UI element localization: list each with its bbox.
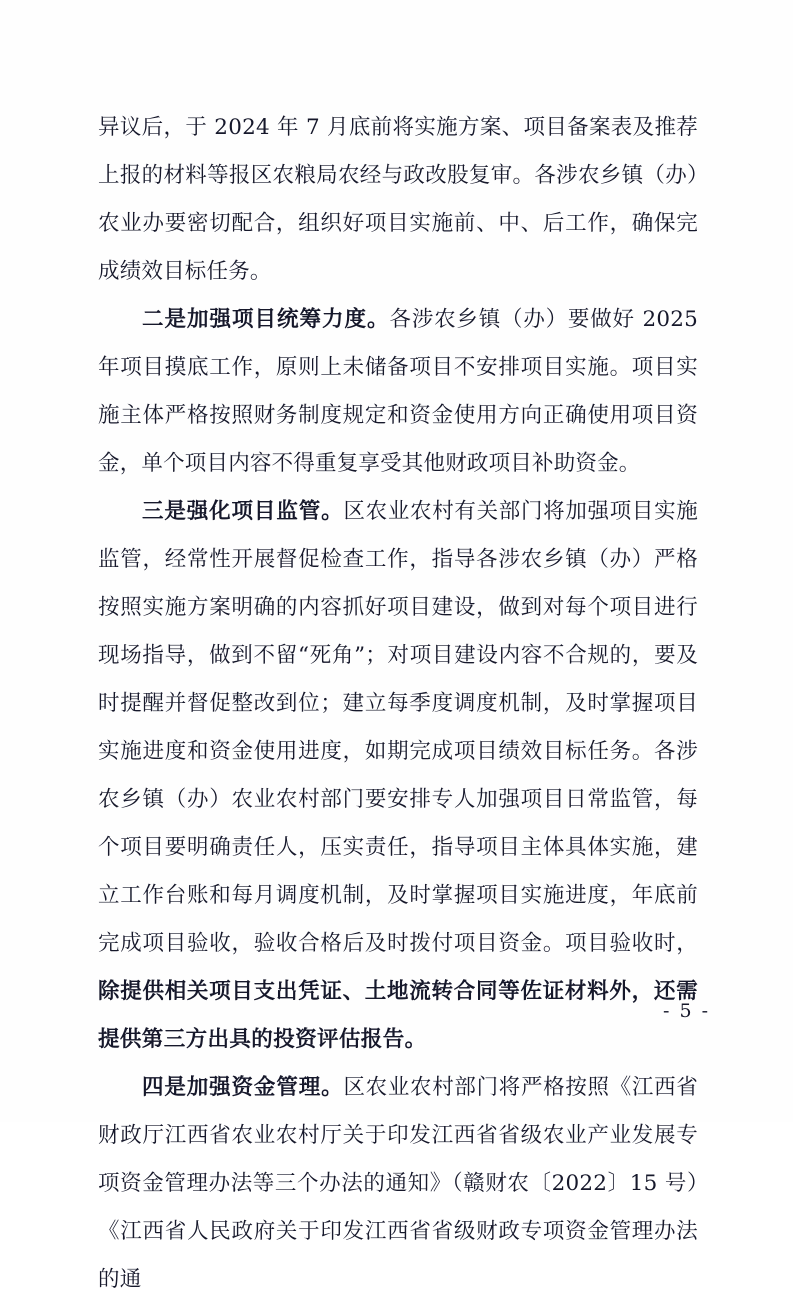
- paragraph-4: [98, 1064, 698, 1304]
- para-4-run-2: 区农业农村部门将严格按照《江西省财政厅江西省农业农村厅关于印发江西省省级农业产业发展专项资金管理办法等三个办法的通知》（赣财农〔2022〕15 号）《江西省人民政府关于印发江西省省级财政专项资金管理办法的通: [98, 1075, 698, 1292]
- page-footer: [0, 1000, 793, 1022]
- para-3-run-2: 区农业农村有关部门将加强项目实施监管，经常性开展督促检查工作，指导各涉农乡镇（办）严格按照实施方案明确的内容抓好项目建设，做到对每个项目进行现场指导，做到不留“死角”；对项目建设内容不合规的，要及时提醒并督促整改到位；建立每季度调度机制，及时掌握项目实施进度和资金使用进度，如期完成项目绩效目标任务。各涉农乡镇（办）农业农村部门要安排专人加强项目日常监管，每个项目要明确责任人，压实责任，指导项目主体具体实施，建立工作台账和每月调度机制，及时掌握项目实施进度，年底前完成项目验收，验收合格后及时拨付项目资金。项目验收时，: [98, 499, 698, 956]
- para-1-run-1: 异议后，于 2024 年 7 月底前将实施方案、项目备案表及推荐上报的材料等报区农粮局农经与政改股复审。各涉农乡镇（办）农业办要密切配合，组织好项目实施前、中、后工作，确保完成绩效目标任务。: [98, 115, 698, 284]
- para-3-run-1: 三是强化项目监管。: [142, 499, 344, 524]
- para-4-run-1: 四是加强资金管理。: [142, 1075, 344, 1100]
- para-2-run-2: 各涉农乡镇（办）要做好 2025 年项目摸底工作，原则上未储备项目不安排项目实施。项目实施主体严格按照财务制度规定和资金使用方向正确使用项目资金，单个项目内容不得重复享受其他财政项目补助资金。: [98, 307, 698, 476]
- document-body: [98, 104, 698, 1304]
- para-2-run-1: 二是加强项目统筹力度。: [142, 307, 390, 332]
- paragraph-2: [98, 296, 698, 488]
- paragraph-3: [98, 488, 698, 1064]
- para-3-run-3: 除提供相关项目支出凭证、土地流转合同等佐证材料外，还需提供第三方出具的投资评估报告。: [98, 979, 698, 1052]
- page-number: - 5 -: [662, 1000, 710, 1022]
- paragraph-1: [98, 104, 698, 296]
